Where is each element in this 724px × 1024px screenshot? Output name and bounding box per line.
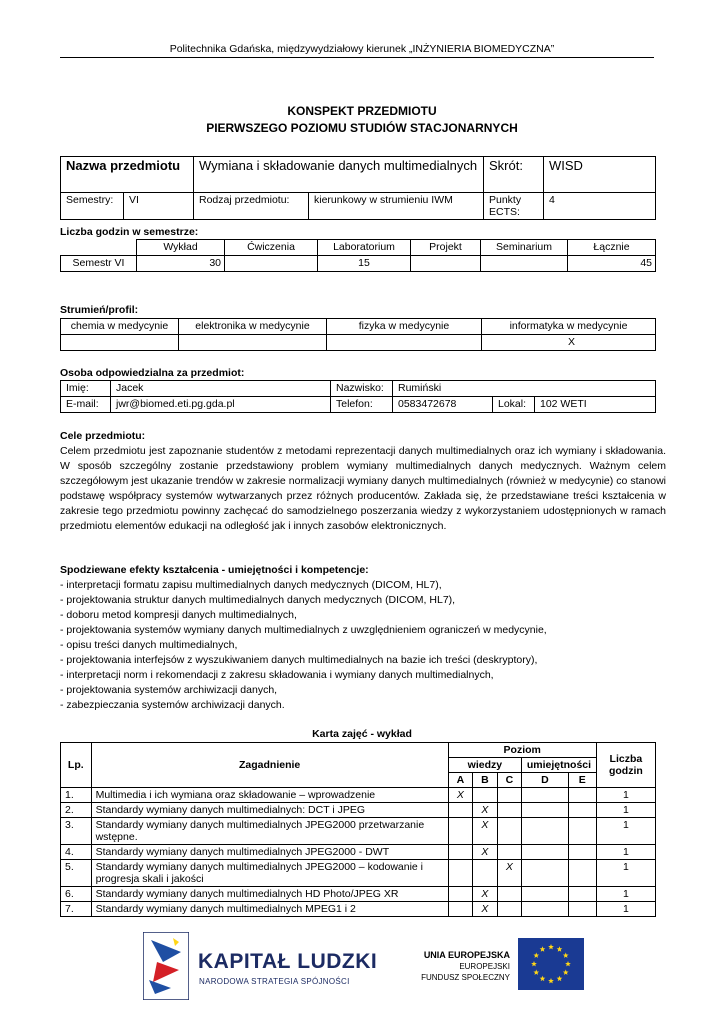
last-name-value: Rumiński — [393, 381, 656, 397]
outcomes-label: Spodziewane efekty kształcenia - umiejętności i kompetencje: — [60, 564, 369, 576]
lectures-col-hours: Liczba godzin — [596, 743, 655, 788]
stream-value-electronics — [179, 335, 327, 351]
email-label: E-mail: — [61, 397, 111, 413]
lectures-subcol-e: E — [568, 773, 596, 788]
list-item: - zabezpieczania systemów archiwizacji danych. — [60, 699, 285, 711]
type-value: kierunkowy w strumieniu IWM — [309, 193, 484, 220]
hours-col-lecture: Wykład — [137, 240, 225, 256]
row-lp: 5. — [61, 860, 92, 887]
row-mark: X — [497, 860, 521, 887]
kapital-ludzki-title: KAPITAŁ LUDZKI — [198, 950, 378, 973]
list-item: - interpretacji norm i rekomendacji z zakresu składowania i wymiany danych multimedialnych, — [60, 669, 494, 681]
row-mark: X — [448, 788, 472, 803]
row-mark — [568, 818, 596, 845]
row-mark — [448, 845, 472, 860]
list-item: - projektowania interfejsów z wyszukiwaniem danych multimedialnych na bazie ich treści (deskryptory), — [60, 654, 538, 666]
row-mark — [497, 788, 521, 803]
type-label: Rodzaj przedmiotu: — [194, 193, 309, 220]
row-topic: Multimedia i ich wymiana oraz składowanie – wprowadzenie — [91, 788, 448, 803]
subject-name-value: Wymiana i składowanie danych multimedialnych — [194, 157, 484, 193]
row-mark — [448, 860, 472, 887]
lectures-col-level: Poziom — [448, 743, 596, 758]
goals-text: Celem przedmiotu jest zapoznanie studentów z metodami reprezentacji danych multimedialnych oraz ich wymiany i składowania. W sposób szczególny zostanie przedstawiony problem wymiany multimedialnych danych medycznych. Ważnym celem szczegółowym jest ukazanie trendów w zakresie normalizacji wymiany danych multimedialnych (również w medycynie) co stanowi podstawę współpracy systemów wytwarzanych przez różnych producentów. Zakłada się, że przedstawiane treści kształcenia w zakresie tego przedmiotu powinny zachęcać do samodzielnego poszerzania wiedzy z wykorzystaniem udostępnionych w ramach przedmiotu elementów edukacji na odległość jak i innych zasobów elektronicznych. — [60, 445, 666, 532]
hours-col-project: Projekt — [411, 240, 481, 256]
room-label: Lokal: — [493, 397, 535, 413]
subject-short-value: WISD — [544, 157, 656, 193]
row-mark — [522, 860, 569, 887]
row-mark — [568, 887, 596, 902]
stream-col-informatics: informatyka w medycynie — [482, 319, 656, 335]
stream-col-physics: fizyka w medycynie — [327, 319, 482, 335]
row-hours: 1 — [596, 860, 655, 887]
phone-label: Telefon: — [331, 397, 393, 413]
room-value: 102 WETI — [535, 397, 656, 413]
hours-lecture-value: 30 — [137, 256, 225, 272]
kapital-ludzki-subtitle: NARODOWA STRATEGIA SPÓJNOŚCI — [199, 977, 350, 986]
row-mark — [568, 788, 596, 803]
row-lp: 7. — [61, 902, 92, 917]
eu-line-3: FUNDUSZ SPOŁECZNY — [421, 973, 510, 982]
stream-col-chemistry: chemia w medycynie — [61, 319, 179, 335]
row-lp: 6. — [61, 887, 92, 902]
ects-label: Punkty ECTS: — [484, 193, 544, 220]
ects-value: 4 — [544, 193, 656, 220]
email-value: jwr@biomed.eti.pg.gda.pl — [111, 397, 331, 413]
lectures-title: Karta zajęć - wykład — [312, 728, 412, 740]
row-topic: Standardy wymiany danych multimedialnych HD Photo/JPEG XR — [91, 887, 448, 902]
lectures-col-skills: umiejętności — [522, 758, 597, 773]
table-row — [61, 803, 656, 818]
page-header: Politechnika Gdańska, międzywydziałowy kierunek „INŻYNIERIA BIOMEDYCZNA” — [169, 43, 555, 55]
lectures-subcol-b: B — [473, 773, 497, 788]
table-row — [61, 818, 656, 845]
lectures-table — [60, 742, 656, 917]
outcomes-list — [60, 578, 666, 713]
table-row — [61, 887, 656, 902]
row-mark — [522, 887, 569, 902]
table-row — [61, 845, 656, 860]
row-mark — [497, 845, 521, 860]
list-item: - projektowania systemów wymiany danych multimedialnych z uwzględnieniem ograniczeń w medycynie, — [60, 624, 547, 636]
row-mark: X — [473, 818, 497, 845]
kapital-ludzki-logo — [143, 932, 189, 1000]
row-mark — [497, 818, 521, 845]
row-mark: X — [473, 803, 497, 818]
row-topic: Standardy wymiany danych multimedialnych: DCT i JPEG — [91, 803, 448, 818]
row-mark: X — [473, 887, 497, 902]
row-mark — [473, 860, 497, 887]
hours-corner — [61, 240, 137, 256]
row-topic: Standardy wymiany danych multimedialnych JPEG2000 - DWT — [91, 845, 448, 860]
semester-label: Semestry: — [61, 193, 124, 220]
row-mark — [473, 788, 497, 803]
hours-lab-value: 15 — [318, 256, 411, 272]
list-item: - doboru metod kompresji danych multimedialnych, — [60, 609, 297, 621]
lectures-subcol-a: A — [448, 773, 472, 788]
phone-value: 0583472678 — [393, 397, 493, 413]
goals-label: Cele przedmiotu: — [60, 430, 146, 442]
header-divider — [60, 57, 654, 58]
stream-table — [60, 318, 656, 351]
table-row — [61, 788, 656, 803]
row-mark — [522, 845, 569, 860]
hours-col-total: Łącznie — [568, 240, 656, 256]
row-lp: 4. — [61, 845, 92, 860]
row-mark — [448, 818, 472, 845]
eu-line-2: EUROPEJSKI — [459, 962, 510, 971]
row-lp: 3. — [61, 818, 92, 845]
row-mark — [568, 845, 596, 860]
lectures-col-knowledge: wiedzy — [448, 758, 521, 773]
row-mark — [522, 902, 569, 917]
hours-project-value — [411, 256, 481, 272]
row-hours: 1 — [596, 845, 655, 860]
row-hours: 1 — [596, 788, 655, 803]
list-item: - opisu treści danych multimedialnych, — [60, 639, 238, 651]
stream-value-chemistry — [61, 335, 179, 351]
row-mark: X — [473, 902, 497, 917]
hours-col-lab: Laboratorium — [318, 240, 411, 256]
row-mark — [522, 803, 569, 818]
row-mark — [497, 902, 521, 917]
first-name-label: Imię: — [61, 381, 111, 397]
row-mark — [568, 803, 596, 818]
lectures-body — [61, 788, 656, 917]
eu-flag-icon — [518, 938, 584, 990]
list-item: - interpretacji formatu zapisu multimedialnych danych medycznych (DICOM, HL7), — [60, 579, 442, 591]
row-mark — [568, 902, 596, 917]
lectures-col-topic: Zagadnienie — [91, 743, 448, 788]
list-item: - projektowania systemów archiwizacji danych, — [60, 684, 278, 696]
person-label: Osoba odpowiedzialna za przedmiot: — [60, 367, 245, 379]
title-line-2: PIERWSZEGO POZIOMU STUDIÓW STACJONARNYCH — [206, 121, 518, 135]
lectures-col-lp: Lp. — [61, 743, 92, 788]
hours-total-value: 45 — [568, 256, 656, 272]
eu-line-1: UNIA EUROPEJSKA — [423, 950, 510, 960]
row-lp: 1. — [61, 788, 92, 803]
hours-label: Liczba godzin w semestrze: — [60, 226, 199, 238]
stream-value-physics — [327, 335, 482, 351]
stream-col-electronics: elektronika w medycynie — [179, 319, 327, 335]
subject-name-label: Nazwa przedmiotu — [61, 157, 194, 193]
subject-short-label: Skrót: — [484, 157, 544, 193]
hours-col-exercises: Ćwiczenia — [225, 240, 318, 256]
row-mark — [522, 788, 569, 803]
last-name-label: Nazwisko: — [331, 381, 393, 397]
document-title — [0, 103, 724, 137]
hours-table — [60, 239, 656, 272]
row-mark — [448, 803, 472, 818]
title-line-1: KONSPEKT PRZEDMIOTU — [287, 104, 437, 118]
row-topic: Standardy wymiany danych multimedialnych JPEG2000 przetwarzanie wstępne. — [91, 818, 448, 845]
eu-text — [400, 950, 510, 983]
subject-table — [60, 156, 656, 220]
stream-value-informatics: X — [482, 335, 656, 351]
row-topic: Standardy wymiany danych multimedialnych JPEG2000 – kodowanie i progresja skali i jakości — [91, 860, 448, 887]
hours-col-seminar: Seminarium — [481, 240, 568, 256]
row-hours: 1 — [596, 818, 655, 845]
row-mark — [448, 887, 472, 902]
table-row — [61, 902, 656, 917]
table-row — [61, 860, 656, 887]
row-hours: 1 — [596, 902, 655, 917]
person-table — [60, 380, 656, 413]
row-mark — [448, 902, 472, 917]
row-mark — [497, 803, 521, 818]
row-hours: 1 — [596, 887, 655, 902]
first-name-value: Jacek — [111, 381, 331, 397]
stream-label: Strumień/profil: — [60, 304, 139, 316]
hours-seminar-value — [481, 256, 568, 272]
list-item: - projektowania struktur danych multimedialnych danych medycznych (DICOM, HL7), — [60, 594, 456, 606]
row-mark — [522, 818, 569, 845]
row-lp: 2. — [61, 803, 92, 818]
row-mark — [497, 887, 521, 902]
hours-row-label: Semestr VI — [61, 256, 137, 272]
row-topic: Standardy wymiany danych multimedialnych MPEG1 i 2 — [91, 902, 448, 917]
row-mark — [568, 860, 596, 887]
row-hours: 1 — [596, 803, 655, 818]
row-mark: X — [473, 845, 497, 860]
lectures-subcol-c: C — [497, 773, 521, 788]
hours-exercises-value — [225, 256, 318, 272]
lectures-subcol-d: D — [522, 773, 569, 788]
semester-value: VI — [124, 193, 194, 220]
